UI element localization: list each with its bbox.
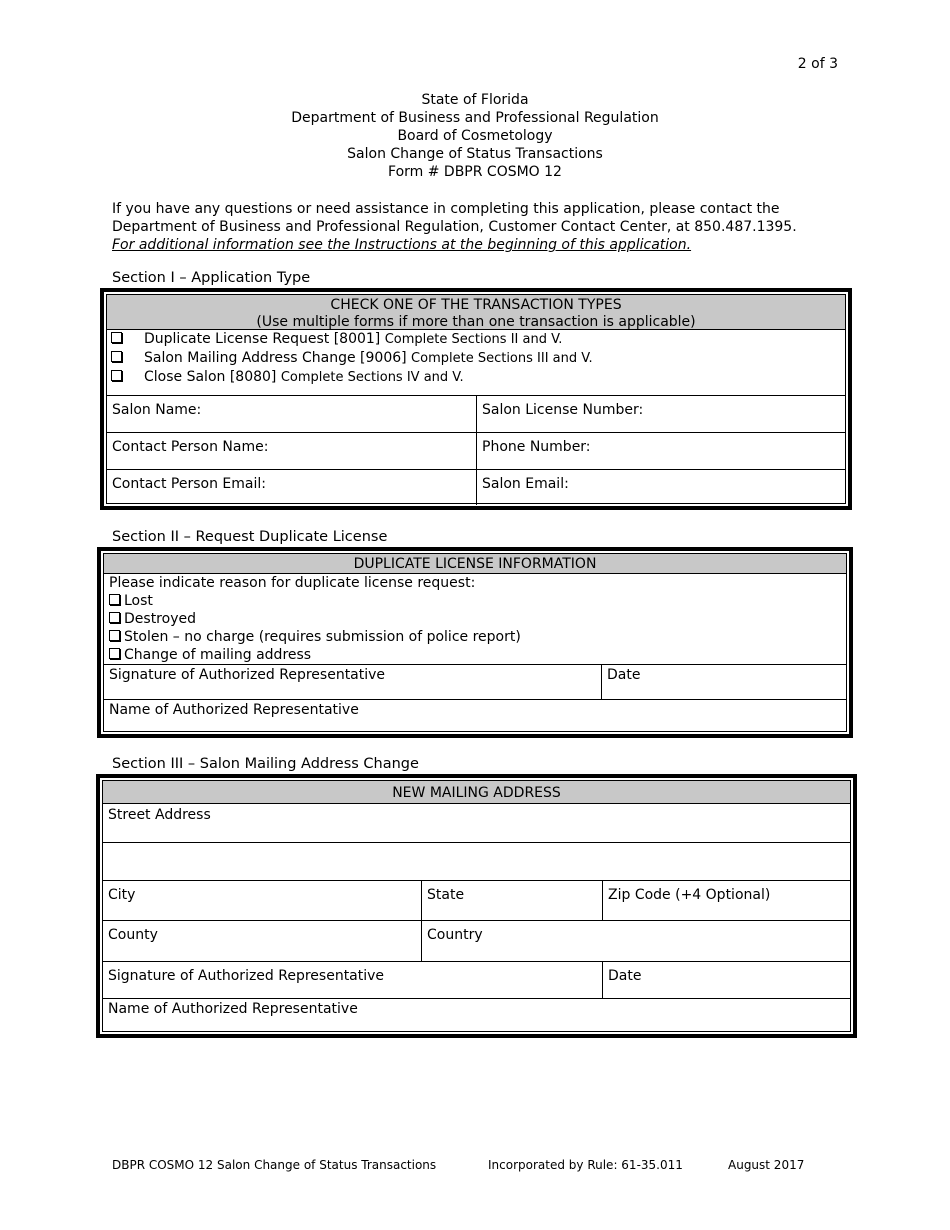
reason-label: Stolen – no charge (requires submission of police report) — [124, 629, 521, 645]
duplicate-reasons — [104, 574, 846, 664]
representative-name-field[interactable]: Name of Authorized Representative — [108, 1001, 358, 1017]
section3-name-row — [103, 998, 850, 1036]
form-header — [0, 91, 950, 181]
header-state: State of Florida — [421, 92, 529, 108]
contact-person-email-field[interactable]: Contact Person Email: — [112, 476, 266, 492]
checkbox-icon[interactable] — [111, 332, 122, 343]
section3-title: Section III – Salon Mailing Address Change — [112, 756, 419, 772]
city-field[interactable]: City — [108, 887, 136, 903]
county-country-row — [103, 920, 850, 961]
instructions-link[interactable]: For additional information see the Instructions at the beginning of this application. — [112, 237, 692, 253]
section1-box — [100, 288, 852, 510]
state-field[interactable]: State — [421, 881, 602, 921]
option-mailing-address-change[interactable] — [111, 349, 841, 368]
section3-signature-row — [103, 961, 850, 999]
section3-header: NEW MAILING ADDRESS — [103, 781, 850, 804]
country-field[interactable]: Country — [421, 921, 850, 961]
date-field[interactable]: Date — [601, 665, 846, 700]
salon-row — [107, 395, 845, 432]
signature-field[interactable]: Signature of Authorized Representative — [109, 667, 386, 683]
salon-email-field[interactable]: Salon Email: — [476, 470, 845, 505]
reason-label: Lost — [124, 593, 153, 609]
option-label: Duplicate License Request [8001] — [144, 331, 381, 347]
section2-signature-row — [104, 664, 846, 700]
contact-row — [107, 432, 845, 469]
option-note: Complete Sections III and V. — [411, 351, 593, 366]
reason-change-of-address[interactable] — [109, 646, 841, 664]
section2-title: Section II – Request Duplicate License — [112, 529, 388, 545]
option-note: Complete Sections II and V. — [384, 332, 563, 347]
header-form-title: Salon Change of Status Transactions — [347, 146, 603, 162]
reason-destroyed[interactable] — [109, 610, 841, 628]
section2-box — [97, 547, 853, 738]
checkbox-icon[interactable] — [111, 370, 122, 381]
checkbox-icon[interactable] — [109, 648, 120, 659]
street-address-field[interactable]: Street Address — [108, 807, 211, 823]
footer-rule: Incorporated by Rule: 61-35.011 — [488, 1158, 683, 1172]
footer-date: August 2017 — [728, 1158, 805, 1172]
section3-box — [96, 774, 857, 1038]
section1-title: Section I – Application Type — [112, 270, 311, 286]
intro-line-1: If you have any questions or need assistance in completing this application, please contact the — [112, 201, 780, 217]
representative-name-field[interactable]: Name of Authorized Representative — [109, 702, 359, 718]
county-field[interactable]: County — [108, 927, 158, 943]
option-label: Salon Mailing Address Change [9006] — [144, 350, 407, 366]
section2-name-row — [104, 699, 846, 734]
transaction-options — [107, 330, 845, 394]
checkbox-icon[interactable] — [109, 612, 120, 623]
duplicate-reason-prompt: Please indicate reason for duplicate license request: — [109, 575, 476, 591]
section1-header — [107, 295, 845, 330]
reason-label: Change of mailing address — [124, 647, 312, 663]
section1-header-line2: (Use multiple forms if more than one transaction is applicable) — [256, 314, 696, 330]
phone-number-field[interactable]: Phone Number: — [476, 433, 845, 469]
salon-license-number-field[interactable]: Salon License Number: — [476, 396, 845, 432]
contact-person-name-field[interactable]: Contact Person Name: — [112, 439, 269, 455]
checkbox-icon[interactable] — [109, 630, 120, 641]
header-form-number: Form # DBPR COSMO 12 — [388, 164, 562, 180]
checkbox-icon[interactable] — [111, 351, 122, 362]
page-number: 2 of 3 — [797, 56, 838, 72]
intro-text — [112, 200, 832, 254]
checkbox-icon[interactable] — [109, 594, 120, 605]
reason-stolen[interactable] — [109, 628, 841, 646]
zip-code-field[interactable]: Zip Code (+4 Optional) — [602, 881, 850, 921]
option-duplicate-license[interactable] — [111, 330, 841, 349]
option-note: Complete Sections IV and V. — [280, 370, 464, 385]
section2-header: DUPLICATE LICENSE INFORMATION — [104, 554, 846, 574]
header-department: Department of Business and Professional Regulation — [291, 110, 659, 126]
section1-header-line1: CHECK ONE OF THE TRANSACTION TYPES — [330, 297, 622, 313]
reason-label: Destroyed — [124, 611, 196, 627]
street-address-line2[interactable] — [103, 842, 850, 880]
footer-form-name: DBPR COSMO 12 Salon Change of Status Transactions — [112, 1158, 437, 1172]
reason-lost[interactable] — [109, 592, 841, 610]
salon-name-field[interactable]: Salon Name: — [112, 402, 202, 418]
city-state-zip-row — [103, 880, 850, 921]
date-field[interactable]: Date — [602, 962, 850, 999]
email-row — [107, 469, 845, 505]
intro-line-2: Department of Business and Professional Regulation, Customer Contact Center, at 850.487.1395. — [112, 219, 797, 235]
option-label: Close Salon [8080] — [144, 369, 277, 385]
street-address-row — [103, 804, 850, 841]
header-board: Board of Cosmetology — [397, 128, 553, 144]
option-close-salon[interactable] — [111, 368, 841, 387]
signature-field[interactable]: Signature of Authorized Representative — [108, 968, 385, 984]
